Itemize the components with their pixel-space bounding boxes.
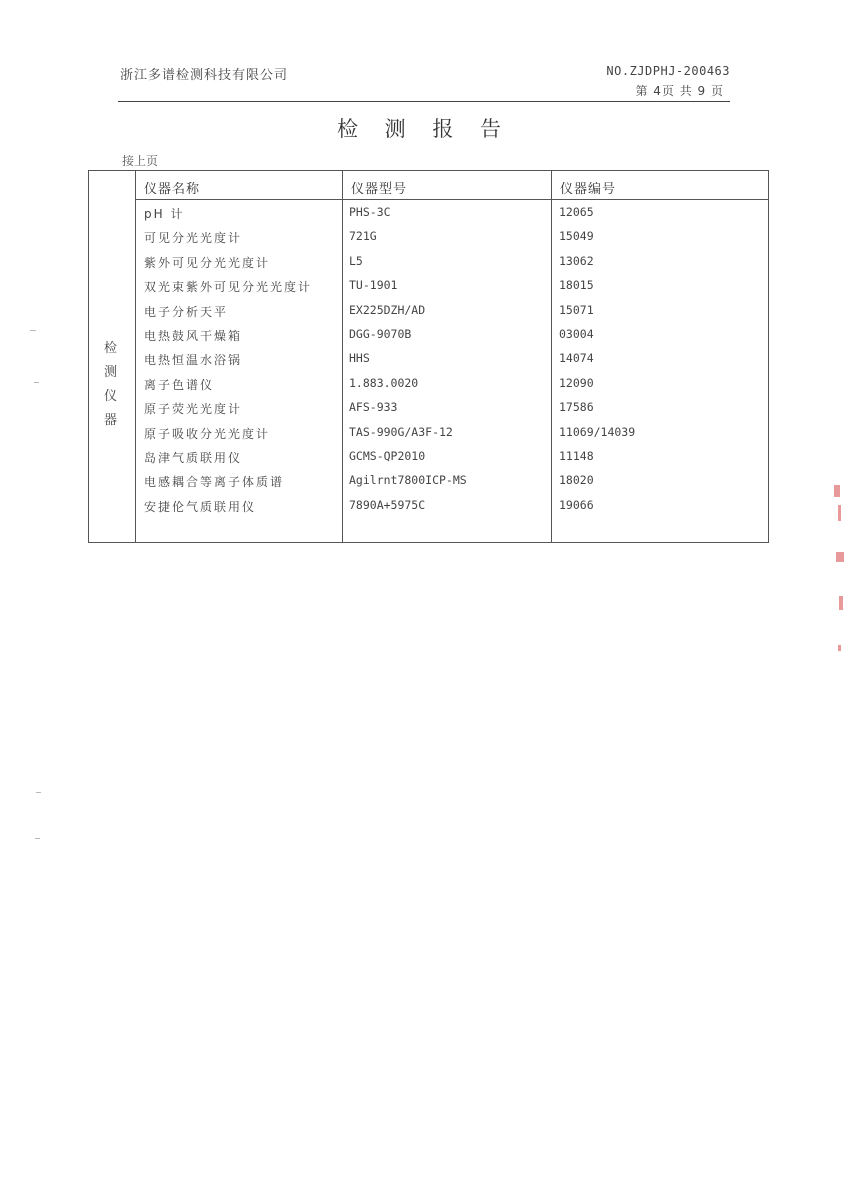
instrument-name: 紫外可见分光光度计	[144, 255, 271, 270]
table-row	[89, 447, 768, 471]
instrument-model: 7890A+5975C	[349, 497, 426, 512]
instrument-name: 可见分光光度计	[144, 231, 243, 246]
category-label: 检 测 仪 器	[103, 341, 120, 428]
instrument-number: 14074	[559, 351, 594, 366]
scan-mark	[34, 382, 39, 383]
instrument-number: 17586	[559, 400, 594, 415]
continued-from-previous-page: 接上页	[122, 154, 159, 168]
table-row	[89, 203, 768, 227]
table-row	[89, 301, 768, 325]
instrument-model: PHS-3C	[349, 205, 391, 219]
instrument-number: 15071	[559, 302, 594, 317]
instrument-number: 11148	[559, 448, 594, 463]
column-header-number: 仪器编号	[560, 182, 617, 197]
instrument-model: 721G	[349, 229, 377, 244]
table-row	[89, 423, 768, 447]
seal-fragment	[834, 485, 840, 497]
instrument-number: 19066	[559, 497, 594, 512]
table-row	[89, 374, 768, 398]
instrument-name: 离子色谱仪	[144, 377, 215, 392]
instrument-model: EX225DZH/AD	[349, 302, 426, 317]
table-row	[89, 325, 768, 349]
instrument-number: 13062	[559, 253, 594, 268]
instrument-name: 电感耦合等离子体质谱	[144, 475, 285, 490]
instrument-model: TAS-990G/A3F-12	[349, 424, 453, 439]
instrument-number: 12065	[559, 205, 594, 219]
seal-fragment	[836, 552, 844, 562]
scan-mark	[30, 330, 36, 331]
instrument-number: 18015	[559, 278, 594, 293]
table-row	[89, 252, 768, 276]
seal-fragment	[839, 596, 843, 610]
instrument-name: pH 计	[144, 207, 185, 221]
column-header-name: 仪器名称	[144, 182, 201, 197]
column-header-model: 仪器型号	[351, 182, 408, 197]
instrument-model: 1.883.0020	[349, 375, 419, 390]
company-name: 浙江多谱检测科技有限公司	[120, 68, 289, 83]
page-indicator: 第 4页 共 9 页	[635, 84, 724, 98]
instrument-model: TU-1901	[349, 278, 398, 293]
instrument-model: GCMS-QP2010	[349, 448, 426, 463]
instrument-model: AFS-933	[349, 400, 398, 415]
instrument-model: HHS	[349, 351, 370, 366]
table-row	[89, 496, 768, 520]
table-row	[89, 276, 768, 300]
instrument-table	[88, 170, 769, 543]
scan-mark	[36, 792, 41, 793]
table-row	[89, 398, 768, 422]
scan-mark	[35, 838, 40, 839]
instrument-name: 安捷伦气质联用仪	[144, 499, 257, 514]
instrument-number: 15049	[559, 229, 594, 244]
instrument-number: 12090	[559, 375, 594, 390]
table-row	[89, 471, 768, 495]
table-row	[89, 227, 768, 251]
instrument-name: 原子荧光光度计	[144, 402, 243, 417]
document-title: 检 测 报 告	[336, 117, 512, 141]
report-number: NO.ZJDPHJ-200463	[606, 64, 730, 78]
instrument-name: 电子分析天平	[144, 304, 229, 319]
seal-fragment	[838, 645, 841, 651]
instrument-number: 11069/14039	[559, 424, 636, 439]
seal-fragment	[838, 505, 841, 521]
instrument-number: 18020	[559, 473, 594, 488]
table-row	[89, 349, 768, 373]
instrument-model: DGG-9070B	[349, 326, 412, 341]
header-divider	[118, 101, 730, 102]
instrument-model: L5	[349, 253, 363, 268]
instrument-name: 电热恒温水浴锅	[144, 353, 243, 368]
instrument-name: 原子吸收分光光度计	[144, 426, 271, 441]
instrument-name: 岛津气质联用仪	[144, 450, 243, 465]
instrument-name: 电热鼓风干燥箱	[144, 328, 243, 343]
instrument-number: 03004	[559, 326, 594, 341]
table-header-rule	[135, 199, 768, 200]
table-body	[89, 203, 768, 520]
instrument-name: 双光束紫外可见分光光度计	[144, 280, 313, 295]
instrument-model: Agilrnt7800ICP-MS	[349, 473, 467, 488]
